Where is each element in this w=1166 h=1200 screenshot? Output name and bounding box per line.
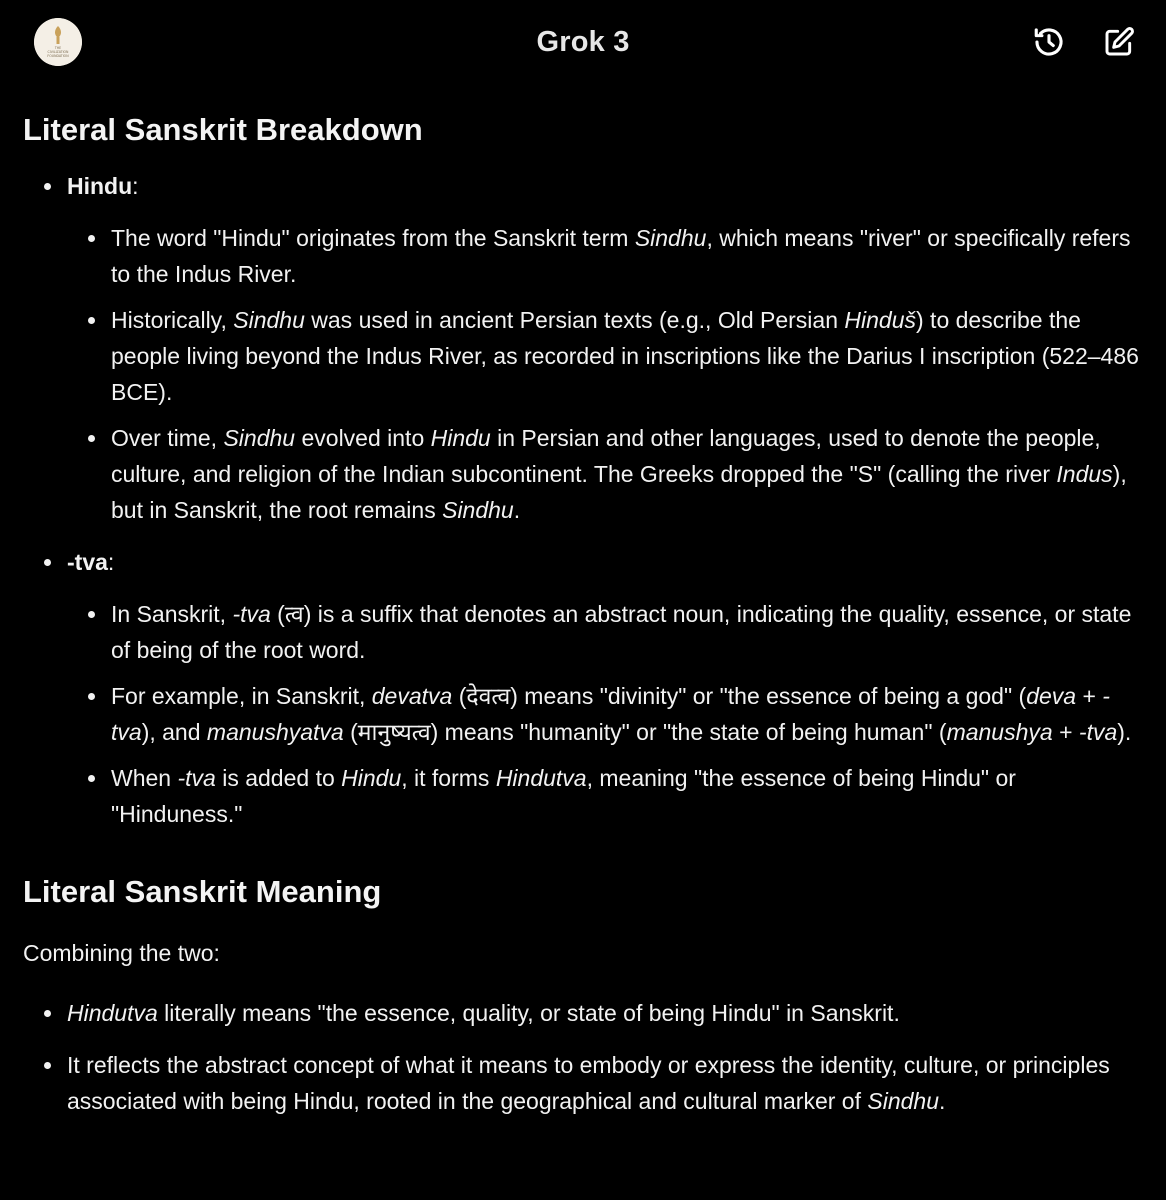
colon: :: [132, 173, 139, 200]
italic-term: manushya: [946, 719, 1053, 746]
italic-term: deva: [1026, 683, 1077, 710]
text: , meaning "the essence of being Hindu" or "Hinduness.": [111, 765, 1016, 828]
top-bar: [0, 0, 1166, 86]
italic-term: -tva: [1078, 719, 1118, 746]
text: (मानुष्यत्व) means "humanity" or "the state of being human" (: [343, 719, 947, 746]
text: ), but in Sanskrit, the root remains: [111, 461, 1127, 524]
list-item: [67, 596, 1148, 668]
italic-term: Hindu: [341, 765, 402, 792]
text: literally means "the essence, quality, or state of being Hindu" in Sanskrit.: [157, 999, 900, 1026]
text: is added to: [215, 765, 342, 792]
text: (देवत्व) means "divinity" or "the essence of being a god" (: [452, 683, 1027, 710]
italic-term: Sindhu: [867, 1087, 939, 1114]
text: Historically,: [111, 307, 234, 334]
italic-term: Hinduš: [844, 307, 916, 334]
list-item: [67, 760, 1148, 832]
logo-text-line2: CIVILIZATION: [47, 50, 69, 54]
logo-text-line3: FOUNDATION: [47, 54, 69, 58]
meaning-list: [23, 995, 1148, 1119]
text: ), and: [141, 719, 207, 746]
text: +: [1052, 719, 1079, 746]
list-item: [67, 220, 1148, 292]
text: evolved into: [295, 425, 431, 452]
italic-term: Sindhu: [634, 225, 707, 252]
list-item: [67, 420, 1148, 528]
italic-term: Hindu: [430, 425, 491, 452]
section-heading-meaning: Literal Sanskrit Meaning: [23, 874, 382, 910]
list-item-hindu: [23, 168, 1148, 528]
italic-term: devatva: [371, 683, 453, 710]
logo-text-line1: THE: [54, 46, 62, 50]
italic-term: Sindhu: [442, 497, 514, 524]
text: .: [513, 497, 521, 524]
history-icon: [1032, 25, 1066, 59]
response-content: [23, 110, 1148, 1135]
history-button[interactable]: [1031, 24, 1067, 60]
edit-icon: [1103, 26, 1135, 58]
italic-term: -tva: [232, 601, 271, 628]
italic-term: manushyatva: [206, 719, 344, 746]
hindu-sublist: [67, 220, 1148, 528]
italic-term: Hindutva: [67, 999, 158, 1026]
colon: :: [107, 549, 115, 576]
list-item-tva: [23, 544, 1148, 832]
italic-term: Sindhu: [233, 307, 305, 334]
intro-paragraph: Combining the two:: [23, 939, 220, 966]
text: , which means "river" or specifically refers to the Indus River.: [111, 225, 1131, 288]
text: In Sanskrit,: [111, 601, 233, 628]
italic-term: Indus: [1056, 461, 1113, 488]
new-chat-button[interactable]: [1101, 24, 1137, 60]
model-title[interactable]: Grok 3: [536, 26, 630, 58]
italic-term: -tva: [111, 683, 1110, 746]
text: in Persian and other languages, used to denote the people, culture, and religion of the Indian subcontinent. The Greeks dropped the "S" (calling the river: [111, 425, 1101, 488]
list-item: [67, 678, 1148, 750]
text: was used in ancient Persian texts (e.g., Old Persian: [304, 307, 845, 334]
section-heading-breakdown: Literal Sanskrit Breakdown: [23, 112, 423, 147]
italic-term: -tva: [177, 765, 216, 792]
italic-term: Hindutva: [495, 765, 587, 792]
text: ).: [1117, 719, 1132, 746]
term-hindu: Hindu: [67, 173, 133, 200]
italic-term: Sindhu: [223, 425, 296, 452]
text: (त्व) is a suffix that denotes an abstract noun, indicating the quality, essence, or state of being of the root word.: [111, 601, 1132, 664]
text: Over time,: [111, 425, 224, 452]
text: , it forms: [401, 765, 496, 792]
list-item: [23, 995, 1148, 1031]
text: The word "Hindu" originates from the Sanskrit term: [111, 225, 635, 252]
text: .: [939, 1087, 946, 1114]
text: For example, in Sanskrit,: [111, 683, 372, 710]
breakdown-list: [23, 168, 1148, 832]
tva-sublist: [67, 596, 1148, 832]
term-tva: -tva: [67, 549, 108, 576]
text: It reflects the abstract concept of what it means to embody or express the identity, culture, or principles associated with being Hindu, rooted in the geographical and cultural marker of: [67, 1051, 1110, 1114]
list-item: [23, 1047, 1148, 1119]
list-item: [67, 302, 1148, 410]
text: +: [1076, 683, 1103, 710]
text: ) to describe the people living beyond the Indus River, as recorded in inscriptions like the Darius I inscription (522–486 BCE).: [111, 307, 1139, 406]
text: When: [111, 765, 178, 792]
